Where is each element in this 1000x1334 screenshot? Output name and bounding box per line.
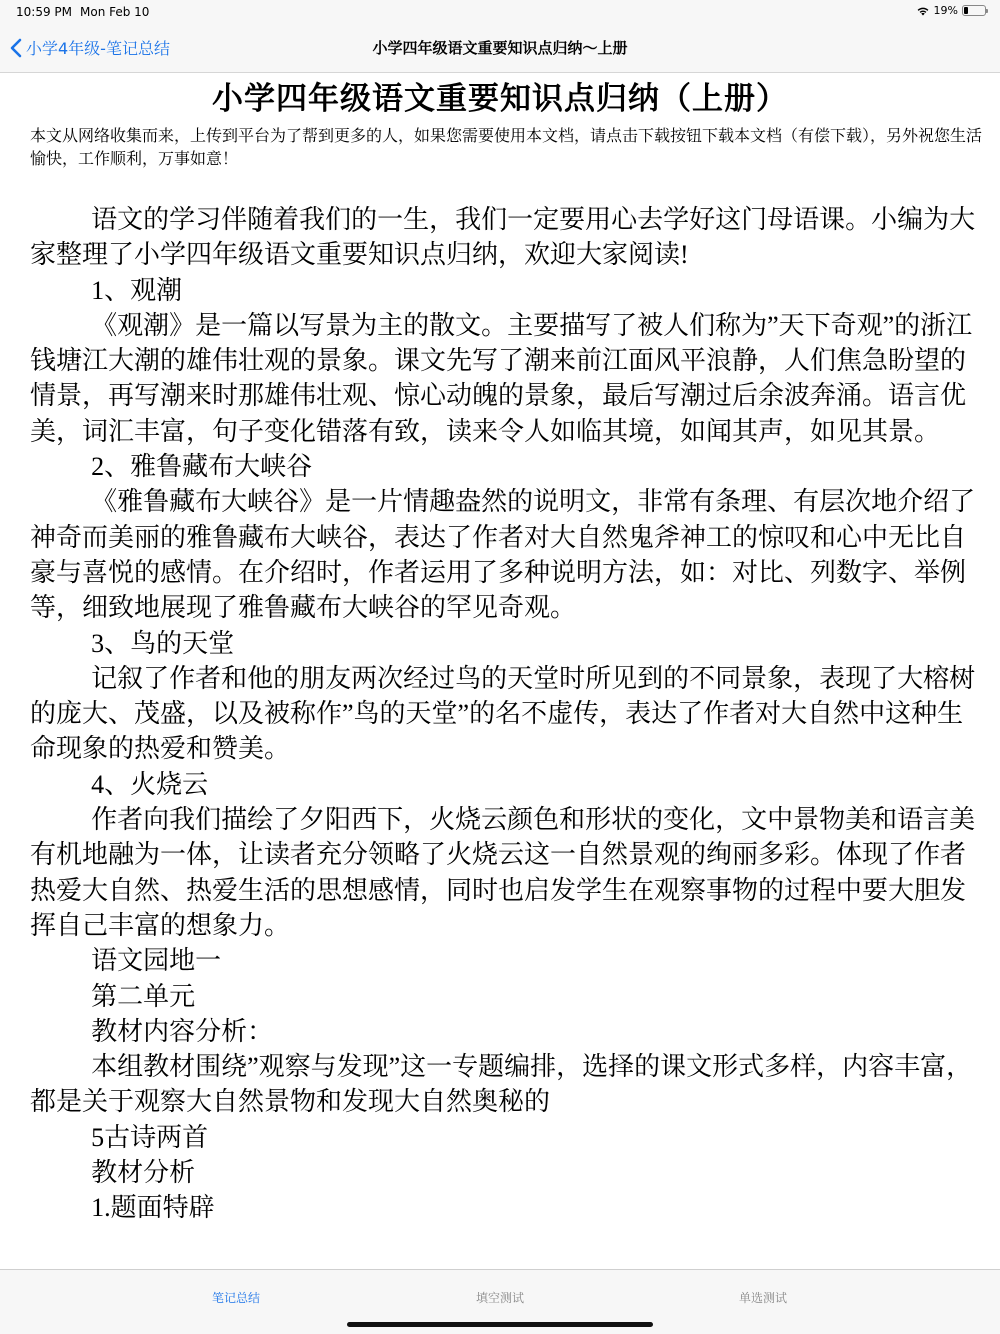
section-heading: 1.题面特辟 [91, 1193, 215, 1223]
paragraph: 作者向我们描绘了夕阳西下，火烧云颜色和形状的变化，文中景物美和语言美有机地融为一体，让读者充分领略了火烧云这一自然景观的绚丽多彩。体现了作者热爱大自然、热爱生活的思想感情，同时也启发学生在观察事物的过程中要大胆发挥自己丰富的想象力。 [30, 805, 976, 940]
tab-single-choice-test[interactable]: 单选测试 [738, 1291, 787, 1305]
document-disclaimer: 本文从网络收集而来，上传到平台为了帮到更多的人，如果您需要使用本文档，请点击下载按钮下载本文档（有偿下载），另外祝您生活愉快，工作顺利，万事如意！ [30, 126, 983, 168]
paragraph: 记叙了作者和他的朋友两次经过鸟的天堂时所见到的不同景象，表现了大榕树的庞大、茂盛，以及被称作”鸟的天堂”的名不虚传，表达了作者对大自然中这种生命现象的热爱和赞美。 [30, 663, 976, 764]
status-time: 10:59 PM [16, 5, 72, 19]
wifi-icon [916, 6, 930, 16]
document-title: 小学四年级语文重要知识点归纳（上册） [212, 81, 788, 117]
status-right [916, 4, 986, 17]
home-indicator[interactable] [347, 1322, 653, 1327]
paragraph: 本组教材围绕”观察与发现”这一专题编排，选择的课文形式多样，内容丰富，都是关于观察大自然景物和发现大自然奥秘的 [30, 1052, 973, 1117]
section-heading: 4、火烧云 [91, 769, 209, 799]
tab-fill-blank-test[interactable]: 填空测试 [475, 1291, 524, 1305]
document-body [30, 202, 984, 1226]
battery-level [964, 7, 968, 14]
paragraph: 《观潮》是一篇以写景为主的散文。主要描写了被人们称为”天下奇观”的浙江钱塘江大潮的雄伟壮观的景象。课文先写了潮来前江面风平浪静，人们焦急盼望的情景，再写潮来时那雄伟壮观、惊心动魄的景象，最后写潮过后余波奔涌。语言优美，词汇丰富，句子变化错落有致，读来令人如临其境，如闻其声，如见其景。 [30, 310, 973, 446]
tab-notes-summary[interactable]: 笔记总结 [211, 1291, 260, 1305]
section-heading: 1、观潮 [91, 275, 183, 305]
section-heading: 教材分析 [91, 1158, 196, 1188]
document-view[interactable] [0, 73, 1000, 1269]
battery-icon [962, 5, 986, 16]
paragraph: 《雅鲁藏布大峡谷》是一片情趣盎然的说明文，非常有条理、有层次地介绍了神奇而美丽的雅鲁藏布大峡谷，表达了作者对大自然鬼斧神工的惊叹和心中无比自豪与喜悦的感情。在介绍时，作者运用了多种说明方法，如：对比、列数字、举例等，细致地展现了雅鲁藏布大峡谷的罕见奇观。 [30, 487, 976, 623]
paragraph-intro: 语文的学习伴随着我们的一生，我们一定要用心去学好这门母语课。小编为大家整理了小学四年级语文重要知识点归纳，欢迎大家阅读! [30, 205, 976, 270]
section-heading: 5古诗两首 [91, 1122, 209, 1152]
section-heading: 3、鸟的天堂 [91, 628, 235, 658]
section-heading: 2、雅鲁藏布大峡谷 [91, 452, 313, 482]
status-bar [0, 0, 1000, 24]
nav-title: 小学四年级语文重要知识点归纳～上册 [372, 39, 628, 57]
navigation-bar [0, 24, 1000, 73]
battery-percent: 19% [933, 4, 958, 17]
section-heading: 第二单元 [91, 981, 196, 1011]
status-date: Mon Feb 10 [80, 5, 150, 19]
back-button-label: 小学4年级-笔记总结 [26, 39, 170, 58]
section-heading: 语文园地一 [91, 946, 222, 976]
section-heading: 教材内容分析： [91, 1016, 274, 1046]
